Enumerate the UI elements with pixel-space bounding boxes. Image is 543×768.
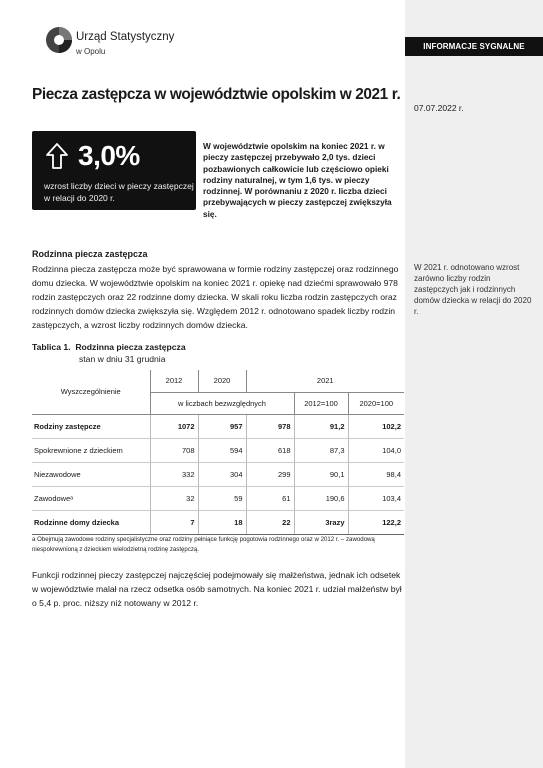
column-header-index-2012: 2012=100: [294, 392, 348, 414]
row-label: Zawodoweᵃ: [32, 486, 150, 510]
column-header-absolute: w liczbach bezwzględnych: [150, 392, 294, 414]
table-footnote: a Obejmują zawodowe rodziny specjalistyczne oraz rodziny pełniące funkcję pogotowia rodzinnego oraz w 2012 r. – zawodową niespokrewnioną z dzieckiem wielodzietną rodzinę zastępczą.: [32, 536, 375, 553]
table-caption: [32, 342, 186, 352]
cell-index-2020: 103,4: [348, 486, 404, 510]
cell-index-2020: 104,0: [348, 438, 404, 462]
side-note: W 2021 r. odnotowano wzrost zarówno liczby rodzin zastępczych jak i rodzinnych domów dziecka w relacji do 2020 r.: [414, 263, 532, 316]
cell-2021: 978: [246, 414, 294, 438]
cell-2021: 618: [246, 438, 294, 462]
column-header-index-2020: 2020=100: [348, 392, 404, 414]
kpi-box: [32, 131, 196, 210]
logo: [45, 26, 190, 62]
table-row: [32, 462, 404, 486]
cell-2021: 299: [246, 462, 294, 486]
cell-2012: 708: [150, 438, 198, 462]
kpi-value: 3,0%: [78, 140, 140, 171]
table-row: [32, 486, 404, 510]
logo-name: Urząd Statystyczny: [76, 31, 175, 43]
cell-2020: 59: [198, 486, 246, 510]
column-header-2021: 2021: [246, 370, 404, 392]
category-badge: INFORMACJE SYGNALNE: [405, 37, 543, 56]
data-table: [32, 370, 404, 535]
paragraph-2: Funkcji rodzinnej pieczy zastępczej najczęściej podejmowały się małżeństwa, jednak ich odsetek w województwie malał na rzecz odsetka osób samotnych. Na koniec 2021 r. udział małżeństw był o 5,4 p. proc. niższy niż notowany w 2012 r.: [32, 570, 402, 608]
section-heading: Rodzinna piecza zastępcza: [32, 249, 148, 259]
table-row: [32, 414, 404, 438]
summary-text: W województwie opolskim na koniec 2021 r. w pieczy zastępczej przebywało 2,0 tys. dzieci pozbawionych całkowicie lub częściowo opieki rodziny naturalnej, w tym 1,6 tys. w pieczy rodzinnej. W porównaniu z 2020 r. liczba dzieci przebywających w pieczy zastępczej zwiększyła się.: [203, 141, 392, 219]
cell-index-2020: 122,2: [348, 510, 404, 534]
cell-2012: 1072: [150, 414, 198, 438]
cell-index-2012: 87,3: [294, 438, 348, 462]
logo-city: w Opolu: [76, 47, 106, 56]
table-row: [32, 438, 404, 462]
cell-2012: 332: [150, 462, 198, 486]
row-label: Rodziny zastępcze: [32, 414, 150, 438]
cell-index-2020: 102,2: [348, 414, 404, 438]
cell-2012: 32: [150, 486, 198, 510]
cell-2020: 304: [198, 462, 246, 486]
kpi-label: wzrost liczby dzieci w pieczy zastępczej w relacji do 2020 r.: [44, 181, 194, 203]
cell-index-2020: 98,4: [348, 462, 404, 486]
publication-date: 07.07.2022 r.: [414, 103, 464, 113]
section-paragraph: Rodzinna piecza zastępcza może być sprawowana w formie rodziny zastępczej oraz rodzinnego domu dziecka. W województwie opolskim na koniec 2021 r. opiekę nad dziećmi sprawowało 978 rodzin zastępczych oraz 22 rodzinne domy dziecka. W skali roku liczba rodzin zastępczych oraz rodzinnych domów dziecka zwiększyła się. Względem 2012 r. odnotowano spadek liczby rodzin zastępczych, a wzrost liczby rodzinnych domów dziecka.: [32, 264, 399, 330]
column-header-2020: 2020: [198, 370, 246, 392]
table-title: Rodzinna piecza zastępcza: [75, 342, 186, 352]
cell-2012: 7: [150, 510, 198, 534]
logo-icon: [45, 26, 73, 54]
row-label: Spokrewnione z dzieckiem: [32, 438, 150, 462]
column-header-2012: 2012: [150, 370, 198, 392]
row-label: Rodzinne domy dziecka: [32, 510, 150, 534]
sidebar-panel: [405, 0, 543, 768]
page-title: Piecza zastępcza w województwie opolskim w 2021 r.: [32, 86, 401, 103]
table-row: [32, 510, 404, 534]
cell-2020: 18: [198, 510, 246, 534]
cell-index-2012: 190,6: [294, 486, 348, 510]
cell-2021: 61: [246, 486, 294, 510]
table-subtitle: stan w dniu 31 grudnia: [79, 354, 166, 364]
arrow-up-icon: [45, 142, 69, 170]
cell-index-2012: 90,1: [294, 462, 348, 486]
row-label: Niezawodowe: [32, 462, 150, 486]
table-number: Tablica 1.: [32, 342, 71, 352]
cell-2020: 594: [198, 438, 246, 462]
cell-index-2012: 3razy: [294, 510, 348, 534]
cell-2020: 957: [198, 414, 246, 438]
cell-2021: 22: [246, 510, 294, 534]
column-header-item: Wyszczególnienie: [32, 370, 150, 414]
cell-index-2012: 91,2: [294, 414, 348, 438]
